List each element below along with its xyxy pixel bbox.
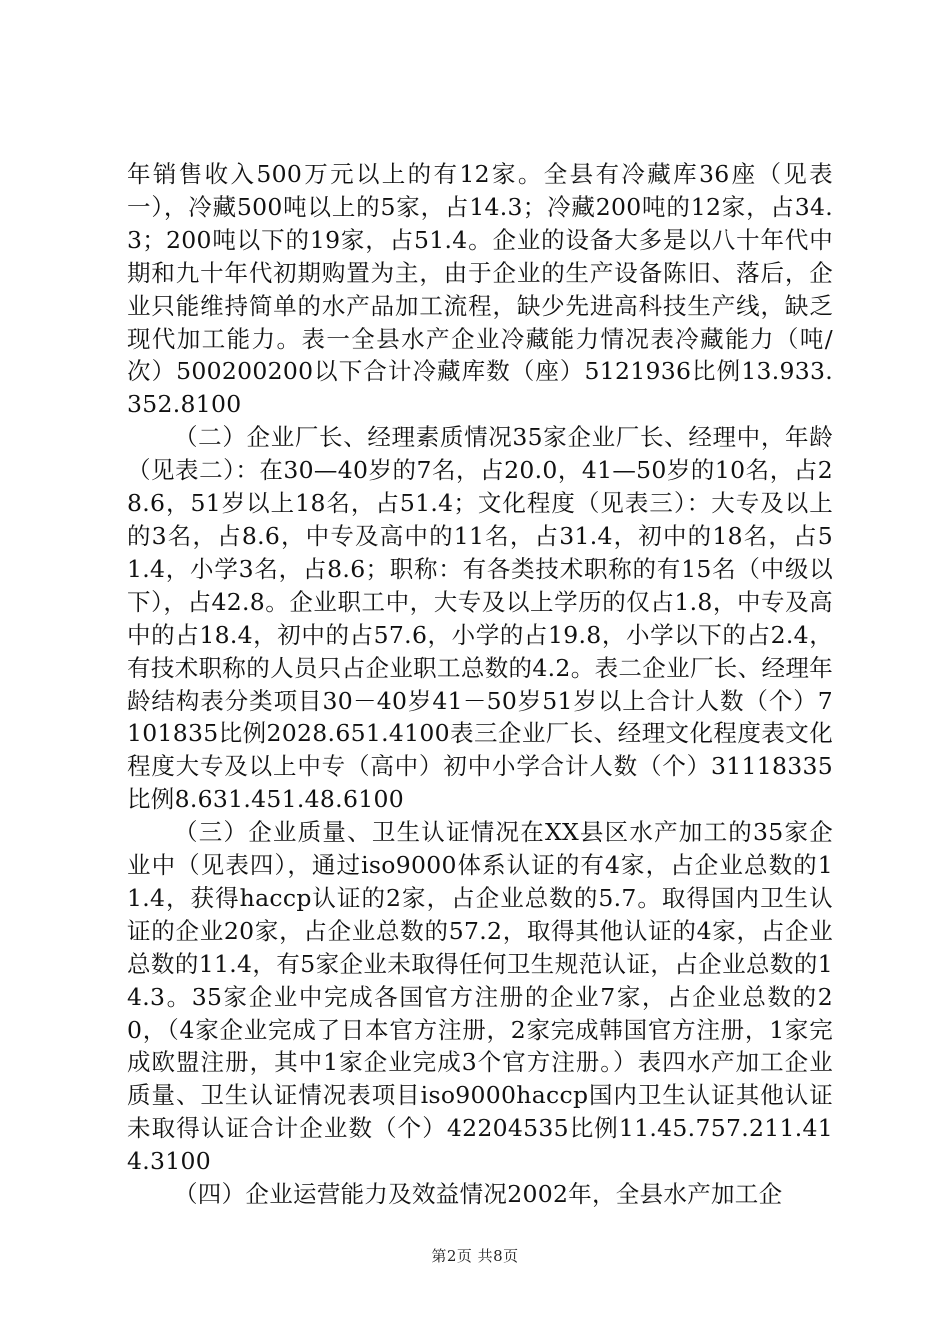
paragraph-operations: （四）企业运营能力及效益情况2002年，全县水产加工企 xyxy=(174,1180,783,1209)
paragraph-cold-storage: 年销售收入500万元以上的有12家。全县有冷藏库36座（见表一），冷藏500吨以上的5家，占14.3；冷藏200吨的12家，占34.3；200吨以下的19家，占51.4。企业的设备大多是以八十年代中期和九十年代初期购置为主，由于企业的生产设备陈旧、落后，企业只能维持简单的水产品加工流程，缺少先进高科技生产线，缺乏现代加工能力。表一全县水产企业冷藏能力情况表冷藏能力（吨/次）500200200以下合计冷藏库数（座）5121936比例13.933.352.8100 xyxy=(127,160,833,419)
paragraph-certification: （三）企业质量、卫生认证情况在XX县区水产加工的35家企业中（见表四），通过iso9000体系认证的有4家，占企业总数的11.4，获得haccp认证的2家，占企业总数的5.7。取得国内卫生认证的企业20家，占企业总数的57.2，取得其他认证的4家，占企业总数的11.4，有5家企业未取得任何卫生规范认证，占企业总数的14.3。35家企业中完成各国官方注册的企业7家，占企业总数的20，（4家企业完成了日本官方注册，2家完成韩国官方注册，1家完成欧盟注册，其中1家企业完成3个官方注册。）表四水产加工企业质量、卫生认证情况表项目iso9000haccp国内卫生认证其他认证未取得认证合计企业数（个）42204535比例11.45.757.211.414.3100 xyxy=(127,818,833,1176)
paragraph-managers-quality: （二）企业厂长、经理素质情况35家企业厂长、经理中，年龄（见表二）：在30—40岁的7名，占20.0，41—50岁的10名，占28.6，51岁以上18名，占51.4；文化程度（见表三）：大专及以上的3名，占8.6，中专及高中的11名，占31.4，初中的18名，占51.4，小学3名，占8.6；职称：有各类技术职称的有15名（中级以下），占42.8。企业职工中，大专及以上学历的仅占1.8，中专及高中的占18.4，初中的占57.6，小学的占19.8，小学以下的占2.4，有技术职称的人员只占企业职工总数的4.2。表二企业厂长、经理年龄结构表分类项目30－40岁41－50岁51岁以上合计人数（个）7101835比例2028.651.4100表三企业厂长、经理文化程度表文化程度大专及以上中专（高中）初中小学合计人数（个）31118335比例8.631.451.48.6100 xyxy=(127,423,833,814)
document-body xyxy=(127,158,833,1211)
page-number-footer: 第2页 共8页 xyxy=(431,1247,519,1265)
